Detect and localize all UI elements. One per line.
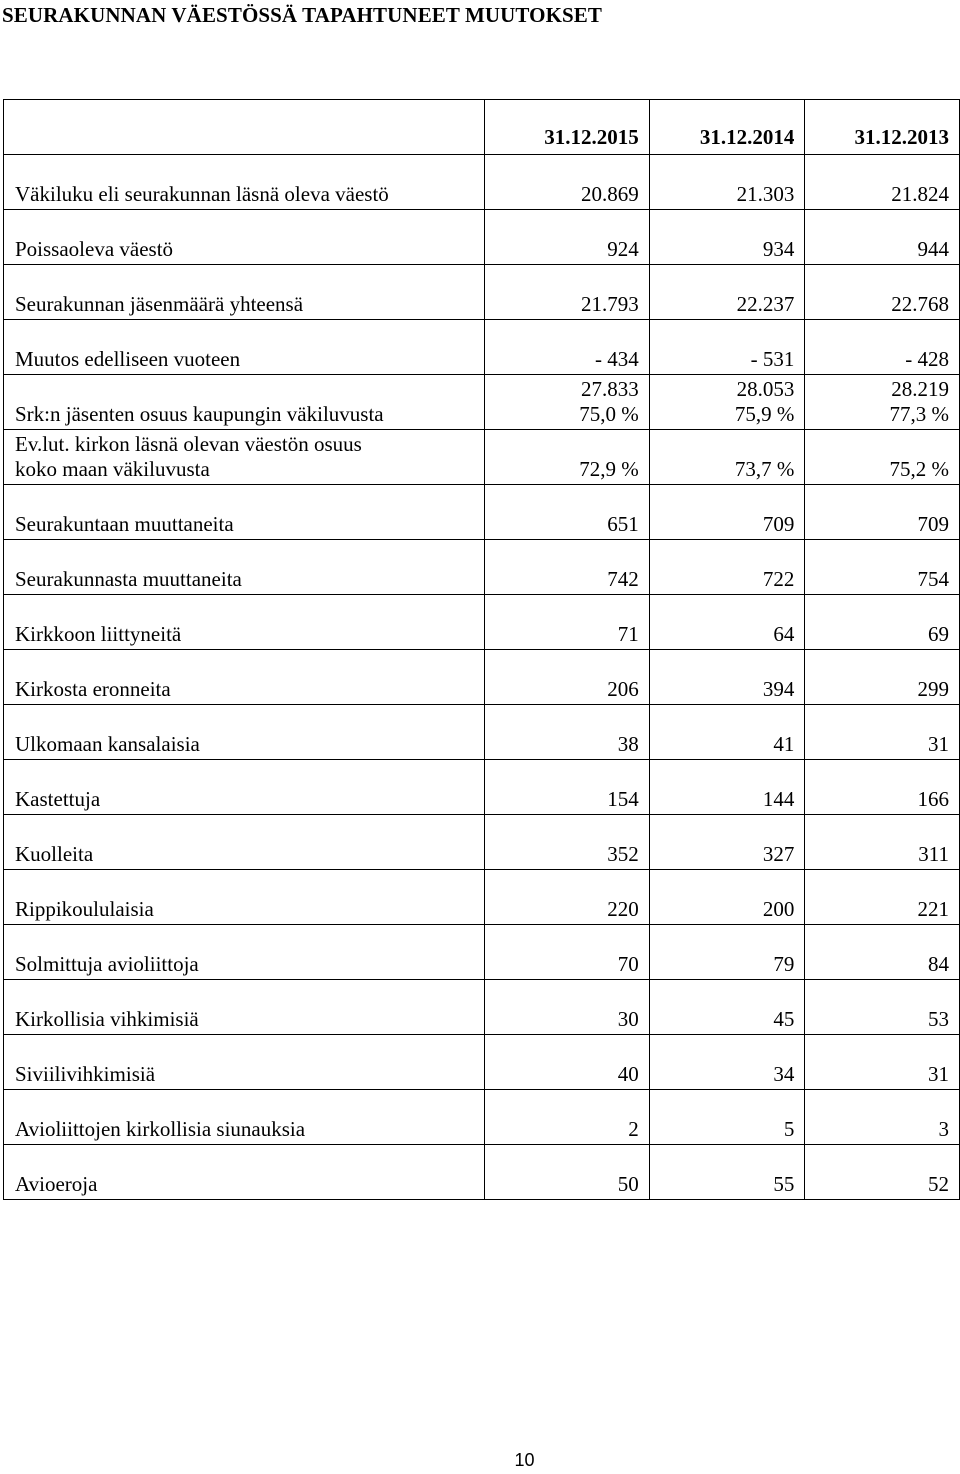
population-changes-table xyxy=(3,99,960,1200)
value-2013: 754 xyxy=(805,540,960,595)
table-row xyxy=(4,265,960,320)
row-label: Rippikoululaisia xyxy=(4,870,485,925)
value-2014: 45 xyxy=(649,980,805,1035)
row-label: Kirkkoon liittyneitä xyxy=(4,595,485,650)
value-2015: 20.869 xyxy=(485,155,650,210)
value-2015: 21.793 xyxy=(485,265,650,320)
value-2014: - 531 xyxy=(649,320,805,375)
value-2015: 154 xyxy=(485,760,650,815)
value-2015: 352 xyxy=(485,815,650,870)
row-label: Väkiluku eli seurakunnan läsnä oleva väestö xyxy=(4,155,485,210)
value-2014: 709 xyxy=(649,485,805,540)
value-2015: 2 xyxy=(485,1090,650,1145)
table-row xyxy=(4,1035,960,1090)
header-year-2015: 31.12.2015 xyxy=(485,100,650,155)
table-row xyxy=(4,925,960,980)
member-count: 28.219 xyxy=(891,377,949,401)
row-label: Kastettuja xyxy=(4,760,485,815)
value-2013: 31 xyxy=(805,705,960,760)
value-2013: 31 xyxy=(805,1035,960,1090)
value-2015: 30 xyxy=(485,980,650,1035)
value-2014: 73,7 % xyxy=(649,430,805,485)
header-year-2014: 31.12.2014 xyxy=(649,100,805,155)
table-row xyxy=(4,155,960,210)
value-2013: 52 xyxy=(805,1145,960,1200)
row-label: Solmittuja avioliittoja xyxy=(4,925,485,980)
value-2013: 709 xyxy=(805,485,960,540)
member-share: 75,0 % xyxy=(579,402,639,426)
table-row xyxy=(4,1145,960,1200)
value-2014: 34 xyxy=(649,1035,805,1090)
table-row xyxy=(4,375,960,430)
row-label: Kirkollisia vihkimisiä xyxy=(4,980,485,1035)
value-2014: 79 xyxy=(649,925,805,980)
row-label: Kuolleita xyxy=(4,815,485,870)
value-2014: 722 xyxy=(649,540,805,595)
value-2014: 327 xyxy=(649,815,805,870)
row-label: Kirkosta eronneita xyxy=(4,650,485,705)
table-row xyxy=(4,815,960,870)
row-label: Avioliittojen kirkollisia siunauksia xyxy=(4,1090,485,1145)
table-header-row xyxy=(4,100,960,155)
value-2014: 144 xyxy=(649,760,805,815)
value-2015: 50 xyxy=(485,1145,650,1200)
table-row xyxy=(4,760,960,815)
value-2013: 75,2 % xyxy=(805,430,960,485)
page-title: SEURAKUNNAN VÄESTÖSSÄ TAPAHTUNEET MUUTOKSET xyxy=(2,3,603,27)
row-label: Seurakuntaan muuttaneita xyxy=(4,485,485,540)
table-row xyxy=(4,595,960,650)
value-2013: 299 xyxy=(805,650,960,705)
table-row xyxy=(4,540,960,595)
value-2013: 3 xyxy=(805,1090,960,1145)
table-row xyxy=(4,1090,960,1145)
member-count: 27.833 xyxy=(580,377,639,401)
page-number: 10 xyxy=(514,1450,535,1470)
value-2015: 206 xyxy=(485,650,650,705)
row-label xyxy=(4,430,485,485)
value-2015: 651 xyxy=(485,485,650,540)
table-row xyxy=(4,650,960,705)
value-2013: 311 xyxy=(805,815,960,870)
row-label: Poissaoleva väestö xyxy=(4,210,485,265)
row-label: Avioeroja xyxy=(4,1145,485,1200)
table-row xyxy=(4,485,960,540)
value-2014: 22.237 xyxy=(649,265,805,320)
value-2013: 84 xyxy=(805,925,960,980)
value-2014: 21.303 xyxy=(649,155,805,210)
value-2014: 394 xyxy=(649,650,805,705)
value-2013: - 428 xyxy=(805,320,960,375)
value-2015: 38 xyxy=(485,705,650,760)
value-2013: 21.824 xyxy=(805,155,960,210)
value-2013 xyxy=(805,375,960,430)
row-label: Siviilivihkimisiä xyxy=(4,1035,485,1090)
row-label-line2: koko maan väkiluvusta xyxy=(15,457,210,481)
value-2013: 22.768 xyxy=(805,265,960,320)
row-label: Seurakunnasta muuttaneita xyxy=(4,540,485,595)
table-row xyxy=(4,430,960,485)
value-2014: 64 xyxy=(649,595,805,650)
value-2015 xyxy=(485,375,650,430)
value-2014: 200 xyxy=(649,870,805,925)
table-row xyxy=(4,210,960,265)
row-label: Seurakunnan jäsenmäärä yhteensä xyxy=(4,265,485,320)
value-2013: 53 xyxy=(805,980,960,1035)
row-label: Muutos edelliseen vuoteen xyxy=(4,320,485,375)
value-2014: 55 xyxy=(649,1145,805,1200)
value-2014: 41 xyxy=(649,705,805,760)
value-2014 xyxy=(649,375,805,430)
table-row xyxy=(4,980,960,1035)
value-2015: 40 xyxy=(485,1035,650,1090)
header-year-2013: 31.12.2013 xyxy=(805,100,960,155)
table-row xyxy=(4,320,960,375)
value-2013: 69 xyxy=(805,595,960,650)
value-2014: 5 xyxy=(649,1090,805,1145)
table-row xyxy=(4,870,960,925)
value-2015: 71 xyxy=(485,595,650,650)
value-2014: 934 xyxy=(649,210,805,265)
value-2013: 166 xyxy=(805,760,960,815)
member-share: 75,9 % xyxy=(734,402,795,426)
value-2015: 220 xyxy=(485,870,650,925)
row-label: Ulkomaan kansalaisia xyxy=(4,705,485,760)
member-share: 77,3 % xyxy=(889,402,949,426)
header-label-cell xyxy=(4,100,485,155)
row-label-line1: Ev.lut. kirkon läsnä olevan väestön osuus xyxy=(15,432,362,456)
value-2013: 221 xyxy=(805,870,960,925)
member-count: 28.053 xyxy=(736,377,795,401)
value-2015: 924 xyxy=(485,210,650,265)
value-2015: 72,9 % xyxy=(485,430,650,485)
value-2015: 70 xyxy=(485,925,650,980)
value-2015: 742 xyxy=(485,540,650,595)
value-2015: - 434 xyxy=(485,320,650,375)
table-row xyxy=(4,705,960,760)
value-2013: 944 xyxy=(805,210,960,265)
row-label: Srk:n jäsenten osuus kaupungin väkiluvusta xyxy=(4,375,485,430)
